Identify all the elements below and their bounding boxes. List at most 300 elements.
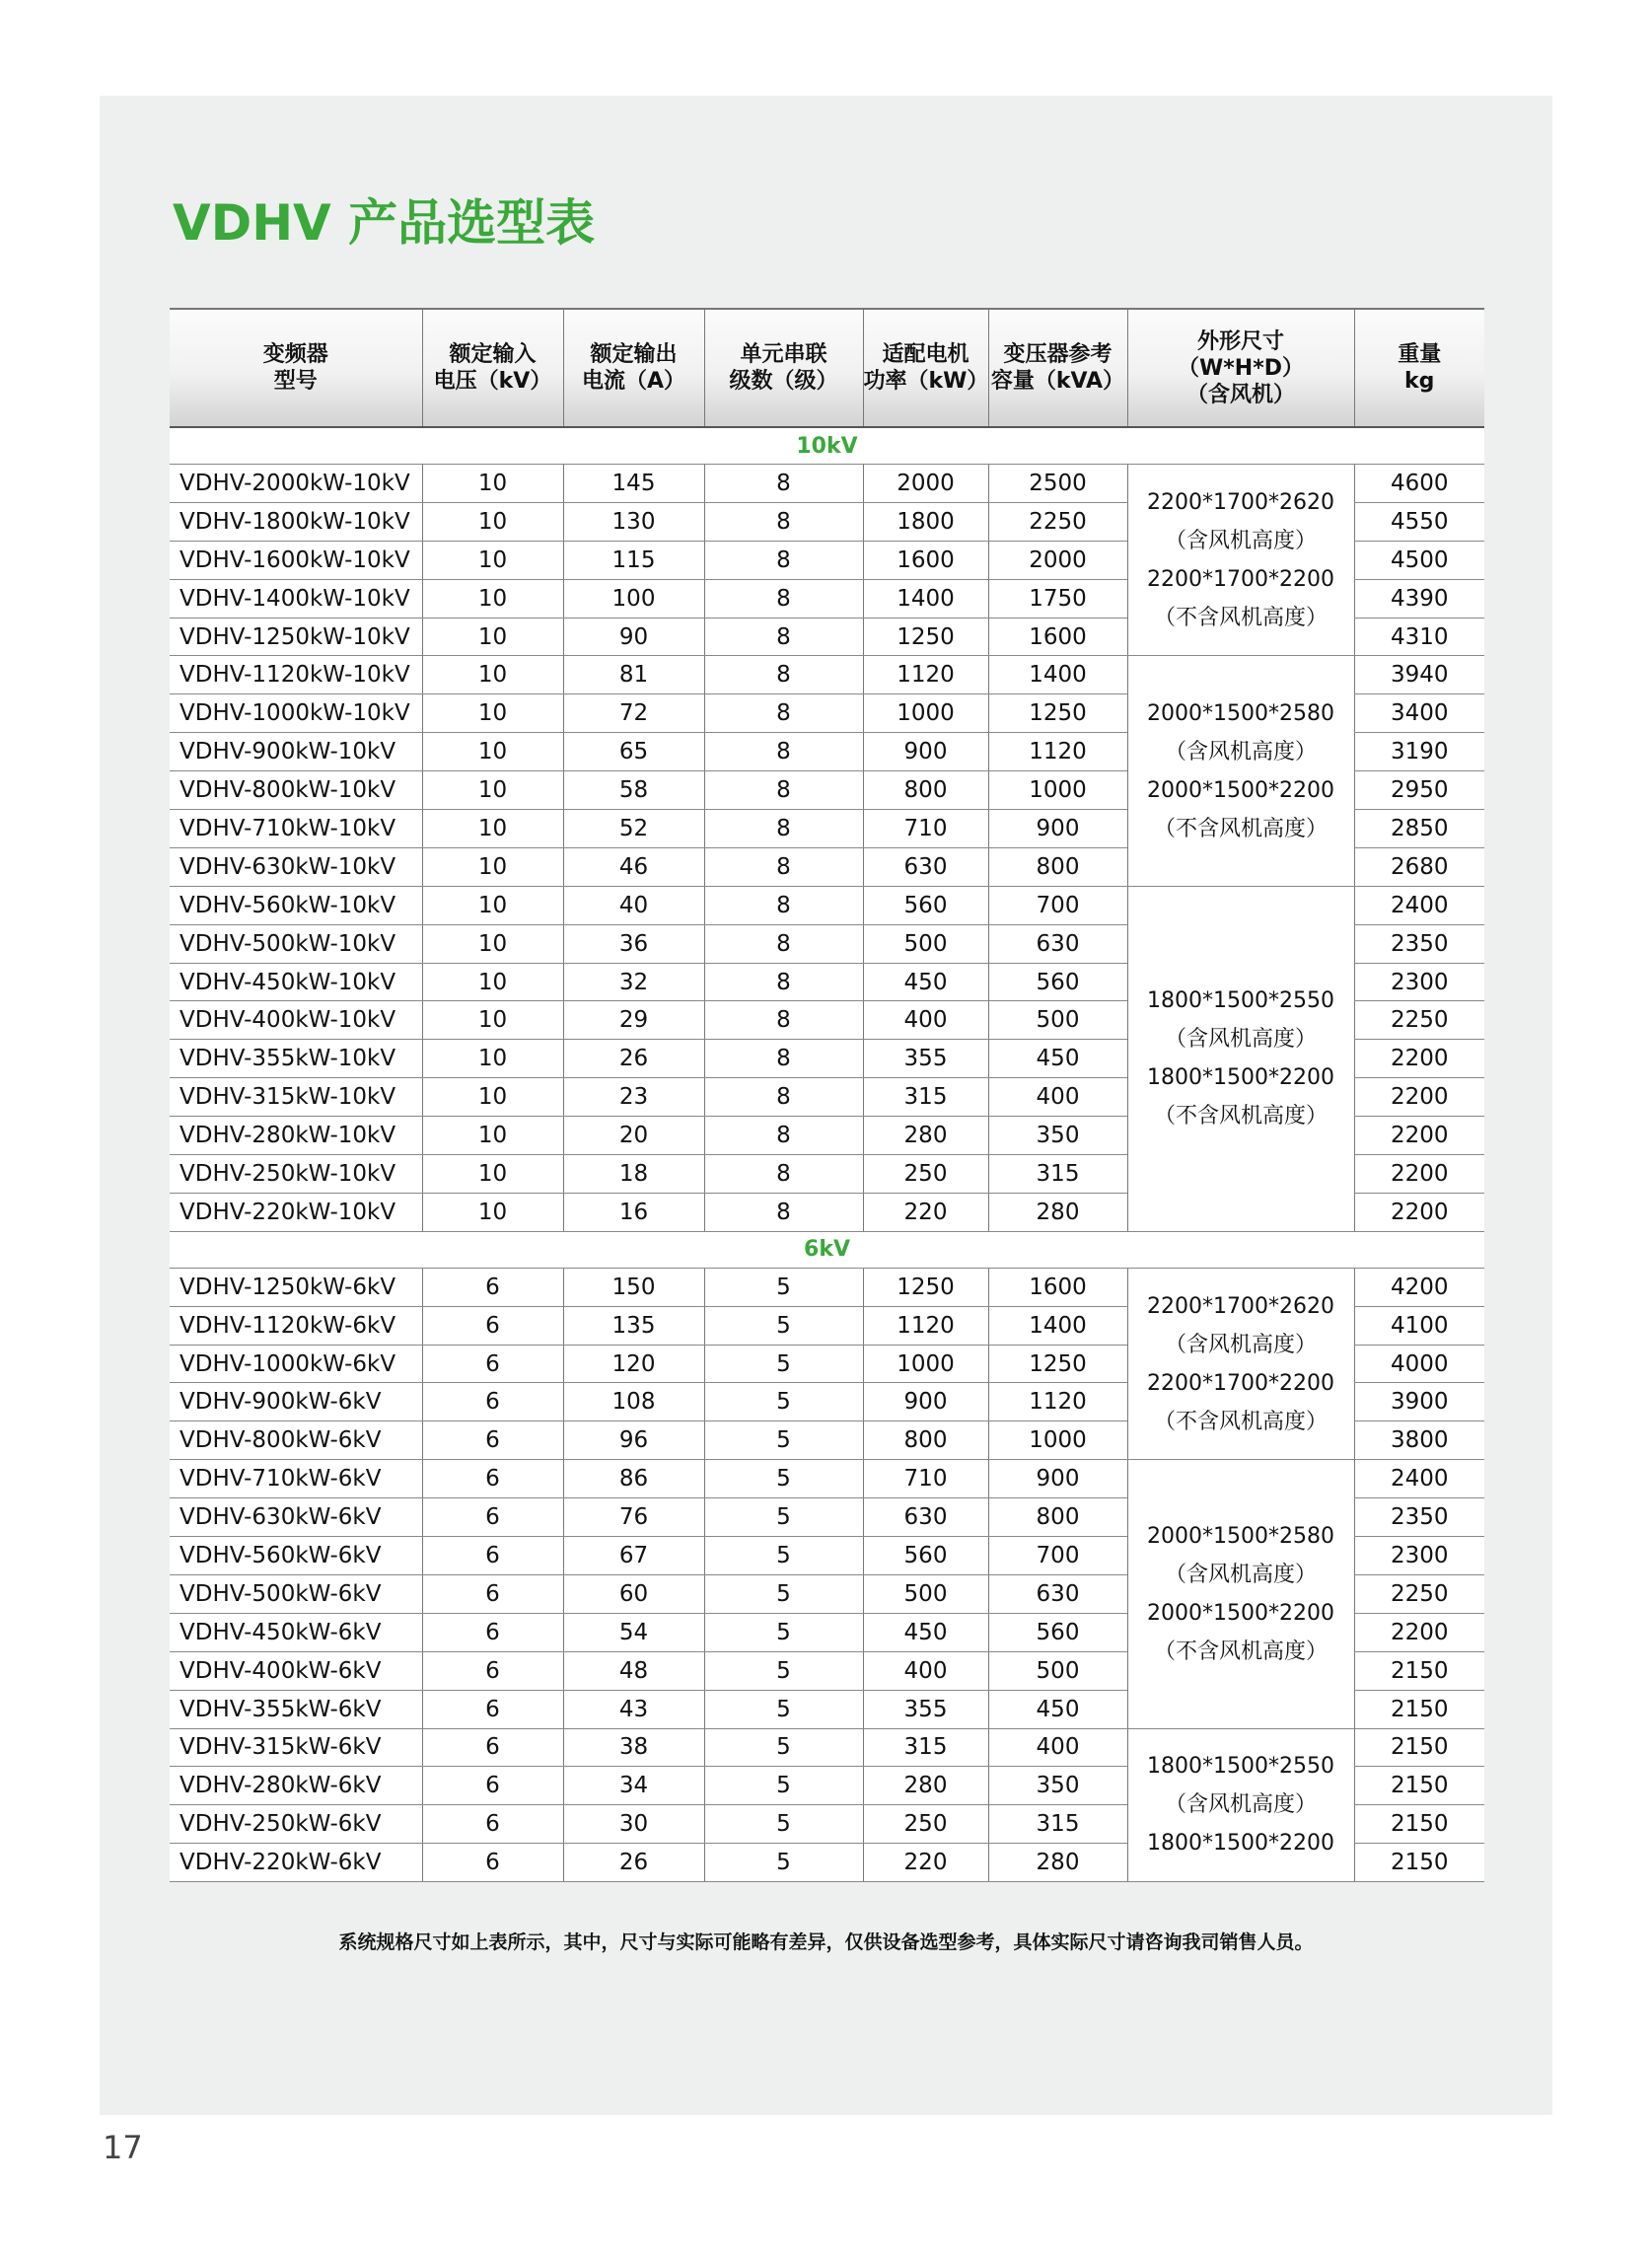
capacity-cell: 1000 <box>988 1421 1127 1460</box>
capacity-cell: 700 <box>988 1537 1127 1575</box>
voltage-cell: 10 <box>422 465 563 503</box>
dimensions-line: 2000*1500*2580 <box>1147 1523 1334 1549</box>
power-cell: 1400 <box>863 579 988 618</box>
model-cell: VDHV-1250kW-6kV <box>170 1268 422 1306</box>
weight-cell: 2200 <box>1354 1193 1484 1231</box>
power-cell: 630 <box>863 1498 988 1537</box>
model-cell: VDHV-1400kW-10kV <box>170 579 422 618</box>
group-label: 10kV <box>170 427 1484 465</box>
current-cell: 18 <box>563 1155 704 1194</box>
power-cell: 280 <box>863 1767 988 1805</box>
capacity-cell: 350 <box>988 1117 1127 1155</box>
current-cell: 90 <box>563 618 704 656</box>
power-cell: 1600 <box>863 541 988 579</box>
model-cell: VDHV-355kW-6kV <box>170 1690 422 1728</box>
dimensions-cell <box>1127 656 1354 886</box>
model-cell: VDHV-1000kW-6kV <box>170 1345 422 1383</box>
capacity-cell: 1600 <box>988 1268 1127 1306</box>
voltage-cell: 10 <box>422 1117 563 1155</box>
dimensions-line: （含风机高度） <box>1164 1792 1317 1818</box>
weight-cell: 2200 <box>1354 1040 1484 1078</box>
group-row <box>170 1231 1484 1268</box>
model-cell: VDHV-250kW-10kV <box>170 1155 422 1194</box>
weight-cell: 2150 <box>1354 1844 1484 1882</box>
voltage-cell: 10 <box>422 847 563 886</box>
table-row <box>170 1268 1484 1306</box>
dimensions-line: 2000*1500*2580 <box>1147 700 1334 726</box>
dimensions-line: （不含风机高度） <box>1153 1409 1328 1434</box>
model-cell: VDHV-630kW-6kV <box>170 1498 422 1537</box>
power-cell: 1250 <box>863 1268 988 1306</box>
model-cell: VDHV-630kW-10kV <box>170 847 422 886</box>
stages-cell: 8 <box>704 886 863 924</box>
header-input-voltage <box>422 309 563 427</box>
capacity-cell: 280 <box>988 1193 1127 1231</box>
model-cell: VDHV-2000kW-10kV <box>170 465 422 503</box>
table-body <box>170 427 1484 1882</box>
weight-cell: 2350 <box>1354 924 1484 963</box>
header-line: 功率（kW） <box>863 369 988 394</box>
current-cell: 34 <box>563 1767 704 1805</box>
weight-cell: 2200 <box>1354 1613 1484 1651</box>
voltage-cell: 10 <box>422 733 563 771</box>
capacity-cell: 2500 <box>988 465 1127 503</box>
voltage-cell: 6 <box>422 1460 563 1498</box>
power-cell: 560 <box>863 886 988 924</box>
power-cell: 280 <box>863 1117 988 1155</box>
stages-cell: 8 <box>704 618 863 656</box>
model-cell: VDHV-315kW-6kV <box>170 1728 422 1767</box>
stages-cell: 5 <box>704 1460 863 1498</box>
model-cell: VDHV-280kW-6kV <box>170 1767 422 1805</box>
header-line: 变频器 <box>262 342 328 367</box>
current-cell: 54 <box>563 1613 704 1651</box>
voltage-cell: 6 <box>422 1268 563 1306</box>
weight-cell: 2300 <box>1354 963 1484 1001</box>
current-cell: 67 <box>563 1537 704 1575</box>
current-cell: 100 <box>563 579 704 618</box>
header-line: 外形尺寸 <box>1196 328 1284 354</box>
power-cell: 315 <box>863 1078 988 1117</box>
current-cell: 46 <box>563 847 704 886</box>
dimensions-line: 2200*1700*2620 <box>1147 489 1334 515</box>
capacity-cell: 560 <box>988 1613 1127 1651</box>
current-cell: 145 <box>563 465 704 503</box>
weight-cell: 4550 <box>1354 502 1484 541</box>
weight-cell: 4390 <box>1354 579 1484 618</box>
dimensions-cell <box>1127 1728 1354 1882</box>
voltage-cell: 6 <box>422 1345 563 1383</box>
capacity-cell: 900 <box>988 1460 1127 1498</box>
weight-cell: 2250 <box>1354 1574 1484 1613</box>
group-row <box>170 427 1484 465</box>
header-line: 适配电机 <box>882 342 970 367</box>
voltage-cell: 10 <box>422 1001 563 1040</box>
stages-cell: 5 <box>704 1306 863 1345</box>
dimensions-line: 2200*1700*2200 <box>1147 1370 1334 1396</box>
capacity-cell: 800 <box>988 1498 1127 1537</box>
dimensions-cell <box>1127 465 1354 656</box>
weight-cell: 2300 <box>1354 1537 1484 1575</box>
current-cell: 65 <box>563 733 704 771</box>
current-cell: 26 <box>563 1844 704 1882</box>
product-selection-table <box>170 308 1484 1882</box>
stages-cell: 5 <box>704 1498 863 1537</box>
current-cell: 86 <box>563 1460 704 1498</box>
dimensions-line: 2200*1700*2620 <box>1147 1293 1334 1319</box>
power-cell: 1250 <box>863 618 988 656</box>
power-cell: 500 <box>863 1574 988 1613</box>
model-cell: VDHV-280kW-10kV <box>170 1117 422 1155</box>
weight-cell: 4500 <box>1354 541 1484 579</box>
weight-cell: 2400 <box>1354 886 1484 924</box>
header-line: 变压器参考 <box>1003 342 1113 367</box>
weight-cell: 4600 <box>1354 465 1484 503</box>
voltage-cell: 6 <box>422 1767 563 1805</box>
voltage-cell: 10 <box>422 656 563 694</box>
stages-cell: 5 <box>704 1574 863 1613</box>
dimensions-line: 1800*1500*2200 <box>1147 1065 1334 1091</box>
header-line: 电压（kV） <box>433 369 552 394</box>
model-cell: VDHV-710kW-10kV <box>170 810 422 848</box>
weight-cell: 2150 <box>1354 1690 1484 1728</box>
stages-cell: 5 <box>704 1805 863 1844</box>
model-cell: VDHV-500kW-6kV <box>170 1574 422 1613</box>
weight-cell: 2250 <box>1354 1001 1484 1040</box>
voltage-cell: 6 <box>422 1383 563 1421</box>
weight-cell: 2950 <box>1354 771 1484 810</box>
stages-cell: 5 <box>704 1690 863 1728</box>
stages-cell: 8 <box>704 924 863 963</box>
capacity-cell: 1250 <box>988 1345 1127 1383</box>
stages-cell: 8 <box>704 465 863 503</box>
capacity-cell: 1600 <box>988 618 1127 656</box>
stages-cell: 8 <box>704 1155 863 1194</box>
weight-cell: 2350 <box>1354 1498 1484 1537</box>
voltage-cell: 10 <box>422 579 563 618</box>
current-cell: 96 <box>563 1421 704 1460</box>
table-header <box>170 309 1484 427</box>
stages-cell: 5 <box>704 1767 863 1805</box>
stages-cell: 8 <box>704 733 863 771</box>
stages-cell: 8 <box>704 579 863 618</box>
weight-cell: 4000 <box>1354 1345 1484 1383</box>
header-line: 电流（A） <box>581 369 686 394</box>
current-cell: 20 <box>563 1117 704 1155</box>
model-cell: VDHV-1120kW-6kV <box>170 1306 422 1345</box>
model-cell: VDHV-400kW-6kV <box>170 1651 422 1690</box>
header-line: 级数（级） <box>729 369 838 394</box>
stages-cell: 8 <box>704 1040 863 1078</box>
model-cell: VDHV-500kW-10kV <box>170 924 422 963</box>
weight-cell: 2150 <box>1354 1728 1484 1767</box>
current-cell: 81 <box>563 656 704 694</box>
header-line: 单元串联 <box>740 342 827 367</box>
dimensions-line: 2200*1700*2200 <box>1147 566 1334 592</box>
model-cell: VDHV-450kW-6kV <box>170 1613 422 1651</box>
capacity-cell: 1120 <box>988 733 1127 771</box>
voltage-cell: 10 <box>422 1193 563 1231</box>
header-row <box>170 309 1484 427</box>
header-model <box>170 309 422 427</box>
model-cell: VDHV-220kW-10kV <box>170 1193 422 1231</box>
header-line: 容量（kVA） <box>990 369 1125 394</box>
stages-cell: 8 <box>704 963 863 1001</box>
weight-cell: 4200 <box>1354 1268 1484 1306</box>
power-cell: 800 <box>863 771 988 810</box>
weight-cell: 2150 <box>1354 1805 1484 1844</box>
current-cell: 60 <box>563 1574 704 1613</box>
model-cell: VDHV-220kW-6kV <box>170 1844 422 1882</box>
dimensions-line: 2000*1500*2200 <box>1147 1600 1334 1626</box>
voltage-cell: 6 <box>422 1421 563 1460</box>
voltage-cell: 10 <box>422 618 563 656</box>
current-cell: 108 <box>563 1383 704 1421</box>
model-cell: VDHV-560kW-10kV <box>170 886 422 924</box>
stages-cell: 5 <box>704 1844 863 1882</box>
capacity-cell: 500 <box>988 1651 1127 1690</box>
power-cell: 450 <box>863 1613 988 1651</box>
capacity-cell: 700 <box>988 886 1127 924</box>
voltage-cell: 6 <box>422 1805 563 1844</box>
voltage-cell: 6 <box>422 1537 563 1575</box>
power-cell: 220 <box>863 1193 988 1231</box>
stages-cell: 5 <box>704 1651 863 1690</box>
voltage-cell: 10 <box>422 541 563 579</box>
dimensions-line: （不含风机高度） <box>1153 1104 1328 1129</box>
capacity-cell: 400 <box>988 1078 1127 1117</box>
power-cell: 1000 <box>863 1345 988 1383</box>
voltage-cell: 10 <box>422 1040 563 1078</box>
weight-cell: 2850 <box>1354 810 1484 848</box>
header-line: 额定输入 <box>449 342 537 367</box>
power-cell: 710 <box>863 1460 988 1498</box>
model-cell: VDHV-1250kW-10kV <box>170 618 422 656</box>
model-cell: VDHV-710kW-6kV <box>170 1460 422 1498</box>
page-title: VDHV 产品选型表 <box>173 194 596 252</box>
current-cell: 120 <box>563 1345 704 1383</box>
current-cell: 26 <box>563 1040 704 1078</box>
voltage-cell: 10 <box>422 810 563 848</box>
dimensions-line: （含风机高度） <box>1164 528 1317 553</box>
capacity-cell: 800 <box>988 847 1127 886</box>
capacity-cell: 1120 <box>988 1383 1127 1421</box>
power-cell: 900 <box>863 1383 988 1421</box>
model-cell: VDHV-900kW-6kV <box>170 1383 422 1421</box>
capacity-cell: 1250 <box>988 694 1127 733</box>
weight-cell: 3190 <box>1354 733 1484 771</box>
stages-cell: 8 <box>704 771 863 810</box>
voltage-cell: 10 <box>422 1155 563 1194</box>
model-cell: VDHV-1800kW-10kV <box>170 502 422 541</box>
capacity-cell: 1400 <box>988 1306 1127 1345</box>
capacity-cell: 400 <box>988 1728 1127 1767</box>
stages-cell: 5 <box>704 1345 863 1383</box>
header-weight <box>1354 309 1484 427</box>
capacity-cell: 315 <box>988 1805 1127 1844</box>
weight-cell: 2200 <box>1354 1155 1484 1194</box>
header-series-stages <box>704 309 863 427</box>
voltage-cell: 6 <box>422 1613 563 1651</box>
stages-cell: 5 <box>704 1268 863 1306</box>
capacity-cell: 900 <box>988 810 1127 848</box>
current-cell: 135 <box>563 1306 704 1345</box>
dimensions-line: （不含风机高度） <box>1153 816 1328 841</box>
current-cell: 36 <box>563 924 704 963</box>
stages-cell: 5 <box>704 1728 863 1767</box>
stages-cell: 8 <box>704 1001 863 1040</box>
model-cell: VDHV-1600kW-10kV <box>170 541 422 579</box>
dimensions-line: 1800*1500*2200 <box>1147 1831 1334 1857</box>
capacity-cell: 2250 <box>988 502 1127 541</box>
header-line: kg <box>1404 369 1435 394</box>
capacity-cell: 2000 <box>988 541 1127 579</box>
capacity-cell: 560 <box>988 963 1127 1001</box>
header-output-current <box>563 309 704 427</box>
stages-cell: 8 <box>704 502 863 541</box>
capacity-cell: 1400 <box>988 656 1127 694</box>
current-cell: 43 <box>563 1690 704 1728</box>
model-cell: VDHV-1120kW-10kV <box>170 656 422 694</box>
dimensions-line: （含风机高度） <box>1164 1562 1317 1587</box>
weight-cell: 2200 <box>1354 1117 1484 1155</box>
model-cell: VDHV-315kW-10kV <box>170 1078 422 1117</box>
voltage-cell: 10 <box>422 963 563 1001</box>
weight-cell: 4100 <box>1354 1306 1484 1345</box>
dimensions-line: （含风机高度） <box>1164 1332 1317 1357</box>
capacity-cell: 450 <box>988 1690 1127 1728</box>
stages-cell: 8 <box>704 847 863 886</box>
power-cell: 2000 <box>863 465 988 503</box>
current-cell: 48 <box>563 1651 704 1690</box>
dimensions-cell <box>1127 1460 1354 1728</box>
power-cell: 315 <box>863 1728 988 1767</box>
dimensions-line: 1800*1500*2550 <box>1147 1754 1334 1780</box>
stages-cell: 8 <box>704 810 863 848</box>
power-cell: 560 <box>863 1537 988 1575</box>
power-cell: 450 <box>863 963 988 1001</box>
model-cell: VDHV-560kW-6kV <box>170 1537 422 1575</box>
table-row <box>170 465 1484 503</box>
stages-cell: 8 <box>704 694 863 733</box>
capacity-cell: 315 <box>988 1155 1127 1194</box>
power-cell: 400 <box>863 1001 988 1040</box>
capacity-cell: 450 <box>988 1040 1127 1078</box>
voltage-cell: 10 <box>422 771 563 810</box>
weight-cell: 2400 <box>1354 1460 1484 1498</box>
model-cell: VDHV-800kW-6kV <box>170 1421 422 1460</box>
voltage-cell: 10 <box>422 694 563 733</box>
stages-cell: 5 <box>704 1421 863 1460</box>
stages-cell: 8 <box>704 656 863 694</box>
voltage-cell: 6 <box>422 1306 563 1345</box>
table-row <box>170 656 1484 694</box>
group-label: 6kV <box>170 1231 1484 1268</box>
weight-cell: 3940 <box>1354 656 1484 694</box>
weight-cell: 2200 <box>1354 1078 1484 1117</box>
weight-cell: 3800 <box>1354 1421 1484 1460</box>
voltage-cell: 6 <box>422 1574 563 1613</box>
current-cell: 58 <box>563 771 704 810</box>
voltage-cell: 6 <box>422 1498 563 1537</box>
header-dimensions <box>1127 309 1354 427</box>
dimensions-line: 1800*1500*2550 <box>1147 988 1334 1014</box>
model-cell: VDHV-250kW-6kV <box>170 1805 422 1844</box>
dimensions-line: （不含风机高度） <box>1153 605 1328 630</box>
current-cell: 52 <box>563 810 704 848</box>
header-line: （含风机） <box>1185 382 1295 407</box>
weight-cell: 3900 <box>1354 1383 1484 1421</box>
voltage-cell: 6 <box>422 1690 563 1728</box>
model-cell: VDHV-450kW-10kV <box>170 963 422 1001</box>
model-cell: VDHV-900kW-10kV <box>170 733 422 771</box>
current-cell: 38 <box>563 1728 704 1767</box>
current-cell: 72 <box>563 694 704 733</box>
voltage-cell: 10 <box>422 502 563 541</box>
power-cell: 1800 <box>863 502 988 541</box>
current-cell: 16 <box>563 1193 704 1231</box>
header-line: 重量 <box>1398 342 1442 367</box>
dimensions-line: （不含风机高度） <box>1153 1639 1328 1664</box>
capacity-cell: 350 <box>988 1767 1127 1805</box>
stages-cell: 5 <box>704 1383 863 1421</box>
capacity-cell: 1750 <box>988 579 1127 618</box>
dimensions-cell <box>1127 1268 1354 1459</box>
weight-cell: 2150 <box>1354 1767 1484 1805</box>
power-cell: 250 <box>863 1155 988 1194</box>
table-row <box>170 1728 1484 1767</box>
power-cell: 1000 <box>863 694 988 733</box>
model-cell: VDHV-1000kW-10kV <box>170 694 422 733</box>
dimensions-line: （含风机高度） <box>1164 1027 1317 1053</box>
header-line: 额定输出 <box>590 342 678 367</box>
voltage-cell: 10 <box>422 1078 563 1117</box>
stages-cell: 5 <box>704 1537 863 1575</box>
current-cell: 23 <box>563 1078 704 1117</box>
weight-cell: 2150 <box>1354 1651 1484 1690</box>
capacity-cell: 630 <box>988 924 1127 963</box>
current-cell: 40 <box>563 886 704 924</box>
dimensions-line: （含风机高度） <box>1164 739 1317 765</box>
stages-cell: 8 <box>704 541 863 579</box>
current-cell: 29 <box>563 1001 704 1040</box>
stages-cell: 8 <box>704 1117 863 1155</box>
voltage-cell: 6 <box>422 1651 563 1690</box>
power-cell: 1120 <box>863 1306 988 1345</box>
power-cell: 710 <box>863 810 988 848</box>
power-cell: 355 <box>863 1040 988 1078</box>
power-cell: 800 <box>863 1421 988 1460</box>
model-cell: VDHV-800kW-10kV <box>170 771 422 810</box>
table-row <box>170 1460 1484 1498</box>
power-cell: 500 <box>863 924 988 963</box>
header-transformer-capacity <box>988 309 1127 427</box>
power-cell: 400 <box>863 1651 988 1690</box>
current-cell: 32 <box>563 963 704 1001</box>
current-cell: 30 <box>563 1805 704 1844</box>
weight-cell: 2680 <box>1354 847 1484 886</box>
dimensions-cell <box>1127 886 1354 1231</box>
capacity-cell: 500 <box>988 1001 1127 1040</box>
weight-cell: 4310 <box>1354 618 1484 656</box>
voltage-cell: 6 <box>422 1844 563 1882</box>
current-cell: 115 <box>563 541 704 579</box>
power-cell: 900 <box>863 733 988 771</box>
header-line: （W*H*D） <box>1178 355 1304 381</box>
current-cell: 150 <box>563 1268 704 1306</box>
page-number: 17 <box>103 2129 143 2166</box>
footnote: 系统规格尺寸如上表所示，其中，尺寸与实际可能略有差异，仅供设备选型参考，具体实际尺寸请咨询我司销售人员。 <box>338 1931 1314 1953</box>
